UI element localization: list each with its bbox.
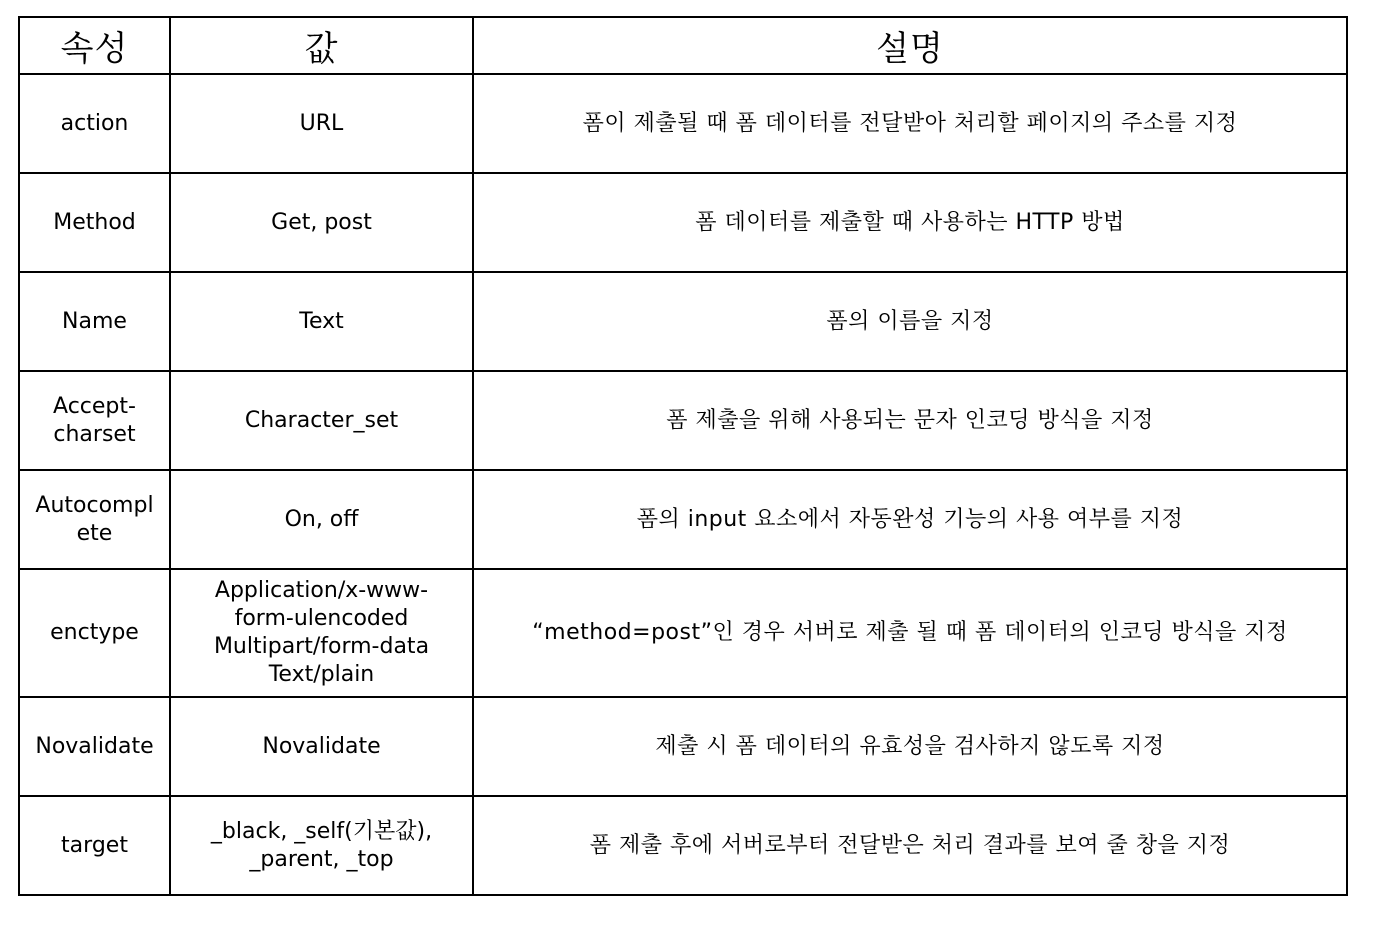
value-text: form-ulencoded (234, 606, 409, 631)
attribute-cell (19, 697, 170, 796)
value-text: URL (299, 110, 344, 136)
value-cell (170, 569, 473, 697)
description-cell: 폼 제출을 위해 사용되는 문자 인코딩 방식을 지정 (473, 371, 1347, 470)
table-body (19, 74, 1347, 895)
value-text: _black, _self(기본값), (210, 818, 433, 844)
attribute-cell (19, 173, 170, 272)
header-value: 값 (170, 17, 473, 74)
attribute-cell (19, 796, 170, 895)
attribute-text: Name (62, 308, 127, 334)
attribute-text: target (61, 832, 128, 858)
attribute-cell (19, 272, 170, 371)
table-row (19, 569, 1347, 697)
table-row (19, 173, 1347, 272)
attribute-cell (19, 470, 170, 569)
description-cell: 폼이 제출될 때 폼 데이터를 전달받아 처리할 페이지의 주소를 지정 (473, 74, 1347, 173)
description-cell: 폼의 input 요소에서 자동완성 기능의 사용 여부를 지정 (473, 470, 1347, 569)
value-cell (170, 173, 473, 272)
value-cell (170, 371, 473, 470)
table-row (19, 796, 1347, 895)
attribute-text: Method (53, 209, 136, 235)
attribute-cell (19, 569, 170, 697)
table-row (19, 74, 1347, 173)
value-text: On, off (284, 506, 359, 532)
value-text: Novalidate (262, 733, 381, 759)
attribute-text: Accept- (53, 393, 136, 419)
value-text: Character_set (244, 407, 399, 433)
header-description: 설명 (473, 17, 1347, 74)
table-row (19, 371, 1347, 470)
value-text: Application/x-www- (214, 578, 429, 603)
form-attributes-table (18, 16, 1348, 896)
attribute-cell (19, 371, 170, 470)
attribute-cell (19, 74, 170, 173)
value-cell (170, 74, 473, 173)
description-cell: “method=post”인 경우 서버로 제출 될 때 폼 데이터의 인코딩 방식을 지정 (473, 569, 1347, 697)
value-text: Text/plain (268, 662, 375, 687)
attribute-text: charset (53, 421, 136, 447)
table-row (19, 470, 1347, 569)
description-cell: 폼 데이터를 제출할 때 사용하는 HTTP 방법 (473, 173, 1347, 272)
table-row (19, 697, 1347, 796)
value-text: Text (299, 308, 344, 334)
attribute-text: enctype (50, 620, 139, 645)
value-text: Multipart/form-data (213, 634, 430, 659)
value-text: Get, post (271, 209, 372, 235)
value-text: _parent, _top (249, 846, 394, 872)
value-cell (170, 272, 473, 371)
value-cell (170, 796, 473, 895)
attribute-text: action (60, 110, 129, 136)
table-header-row (19, 17, 1347, 74)
value-cell (170, 470, 473, 569)
description-cell: 제출 시 폼 데이터의 유효성을 검사하지 않도록 지정 (473, 697, 1347, 796)
description-cell: 폼 제출 후에 서버로부터 전달받은 처리 결과를 보여 줄 창을 지정 (473, 796, 1347, 895)
table-row (19, 272, 1347, 371)
attribute-text: ete (76, 520, 113, 546)
attribute-text: Novalidate (35, 733, 154, 759)
header-attribute: 속성 (19, 17, 170, 74)
value-cell (170, 697, 473, 796)
attribute-text: Autocompl (35, 492, 154, 518)
description-cell: 폼의 이름을 지정 (473, 272, 1347, 371)
